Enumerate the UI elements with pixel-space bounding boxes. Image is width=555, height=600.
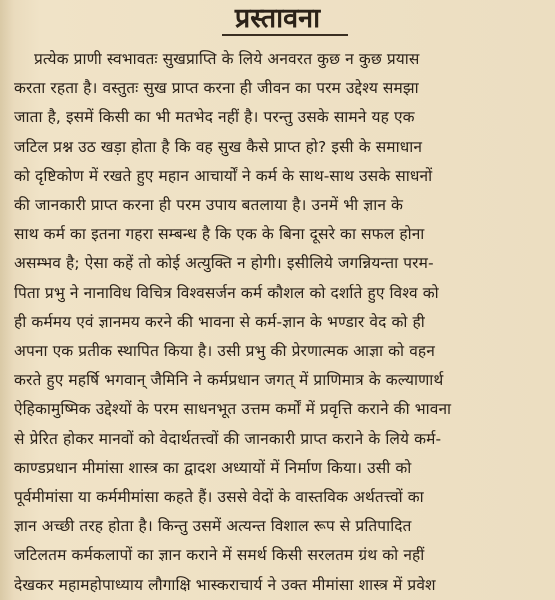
text-line: पूर्वमीमांसा या कर्ममीमांसा कहते हैं। उससे वेदों के वास्तविक अर्थतत्त्वों का bbox=[14, 488, 424, 506]
text-line: जाता है, इसमें किसी का भी मतभेद नहीं है। परन्तु उसके सामने यह एक bbox=[14, 108, 415, 127]
page-title: प्रस्तावना bbox=[234, 3, 321, 34]
text-line: देखकर महामहोपाध्याय लौगाक्षि भास्कराचार्य ने उक्त मीमांसा शास्त्र में प्रवेश bbox=[14, 575, 436, 594]
text-line: काण्डप्रधान मीमांसा शास्त्र का द्वादश अध्यायों में निर्माण किया। उसी को bbox=[14, 458, 412, 477]
text-line: ही कर्ममय एवं ज्ञानमय करने की भावना से कर्म-ज्ञान के भण्डार वेद को ही bbox=[14, 312, 425, 331]
text-line: साथ कर्म का इतना गहरा सम्बन्ध है कि एक के बिना दूसरे का सफल होना bbox=[14, 225, 425, 244]
text-line: को दृष्टिकोण में रखते हुए महान आचार्यों ने कर्म के साथ-साथ उसके साधनों bbox=[14, 166, 433, 185]
text-line: करता रहता है। वस्तुतः सुख प्राप्त करना ही जीवन का परम उद्देश्य समझा bbox=[14, 79, 419, 98]
text-line: अपना एक प्रतीक स्थापित किया है। उसी प्रभु की प्रेरणात्मक आज्ञा को वहन bbox=[14, 342, 435, 360]
text-line: जटिलतम कर्मकलापों का ज्ञान कराने में समर्थ किसी सरलतम ग्रंथ को नहीं bbox=[14, 546, 425, 565]
text-line: से प्रेरित होकर मानवों को वेदार्थतत्त्वों की जानकारी प्राप्त कराने के लिये कर्म- bbox=[14, 429, 442, 448]
title-underline bbox=[222, 34, 348, 36]
text-line: करते हुए महर्षि भगवान् जैमिनि ने कर्मप्रधान जगत् में प्राणिमात्र के कल्याणार्थ bbox=[14, 371, 444, 390]
text-line: की जानकारी प्राप्त करना ही परम उपाय बतलाया है। उनमें भी ज्ञान के bbox=[14, 196, 404, 214]
text-line: प्रत्येक प्राणी स्वभावतः सुखप्राप्ति के लिये अनवरत कुछ न कुछ प्रयास bbox=[34, 50, 420, 68]
text-line: असम्भव है; ऐसा कहें तो कोई अत्युक्ति न होगी। इसीलिये जगन्नियन्ता परम- bbox=[14, 254, 434, 273]
text-line: ज्ञान अच्छी तरह होता है। किन्तु उसमें अत्यन्त विशाल रूप से प्रतिपादित bbox=[14, 517, 412, 536]
text-line: जटिल प्रश्न उठ खड़ा होता है कि वह सुख कैसे प्राप्त हो? इसी के समाधान bbox=[14, 137, 423, 156]
text-line: ऐहिकामुष्मिक उद्देश्यों के परम साधनभूत उत्तम कर्मों में प्रवृत्ति कराने की भावना bbox=[14, 400, 452, 419]
text-line: पिता प्रभु ने नानाविध विचित्र विश्वसर्जन कर्म कौशल को दर्शाते हुए विश्व को bbox=[14, 283, 439, 302]
